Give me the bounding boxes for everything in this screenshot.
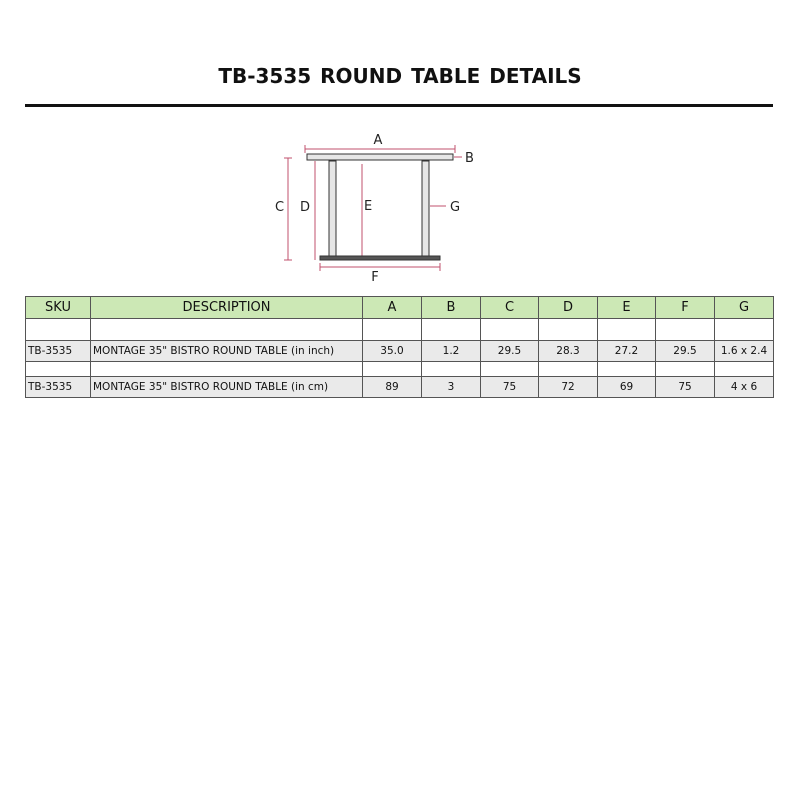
label-b: B <box>465 151 474 166</box>
table-base <box>320 256 440 260</box>
column-header-c: C <box>481 297 539 319</box>
label-e: E <box>364 199 373 214</box>
column-header-e: E <box>598 297 656 319</box>
label-g: G <box>450 200 461 215</box>
empty-row <box>26 362 774 377</box>
table-header-row <box>26 297 774 319</box>
cell-c: 29.5 <box>481 341 539 362</box>
page-title: TB-3535 ROUND TABLE DETAILS <box>218 64 582 88</box>
dimensions-table <box>25 296 774 398</box>
cell-description: MONTAGE 35" BISTRO ROUND TABLE (in inch) <box>91 341 363 362</box>
table-dimension-diagram <box>270 128 474 285</box>
cell-e: 27.2 <box>598 341 656 362</box>
label-d: D <box>300 200 311 215</box>
column-header-f: F <box>656 297 715 319</box>
table-leg-right <box>422 161 429 256</box>
label-f: F <box>371 270 379 285</box>
column-header-sku: SKU <box>26 297 91 319</box>
cell-g: 4 x 6 <box>715 377 774 398</box>
column-header-d: D <box>539 297 598 319</box>
column-header-description: DESCRIPTION <box>91 297 363 319</box>
cell-e: 69 <box>598 377 656 398</box>
cell-description: MONTAGE 35" BISTRO ROUND TABLE (in cm) <box>91 377 363 398</box>
label-c: C <box>275 200 285 215</box>
table-row <box>26 341 774 362</box>
title-divider <box>25 104 773 107</box>
cell-f: 29.5 <box>656 341 715 362</box>
cell-d: 28.3 <box>539 341 598 362</box>
cell-sku: TB-3535 <box>26 377 91 398</box>
cell-a: 35.0 <box>363 341 422 362</box>
empty-row <box>26 319 774 341</box>
column-header-a: A <box>363 297 422 319</box>
cell-b: 3 <box>422 377 481 398</box>
table-leg-left <box>329 161 336 256</box>
cell-c: 75 <box>481 377 539 398</box>
table-row <box>26 377 774 398</box>
label-a: A <box>373 133 383 148</box>
column-header-b: B <box>422 297 481 319</box>
cell-g: 1.6 x 2.4 <box>715 341 774 362</box>
cell-sku: TB-3535 <box>26 341 91 362</box>
table-top <box>307 154 453 160</box>
cell-d: 72 <box>539 377 598 398</box>
cell-f: 75 <box>656 377 715 398</box>
cell-b: 1.2 <box>422 341 481 362</box>
cell-a: 89 <box>363 377 422 398</box>
column-header-g: G <box>715 297 774 319</box>
